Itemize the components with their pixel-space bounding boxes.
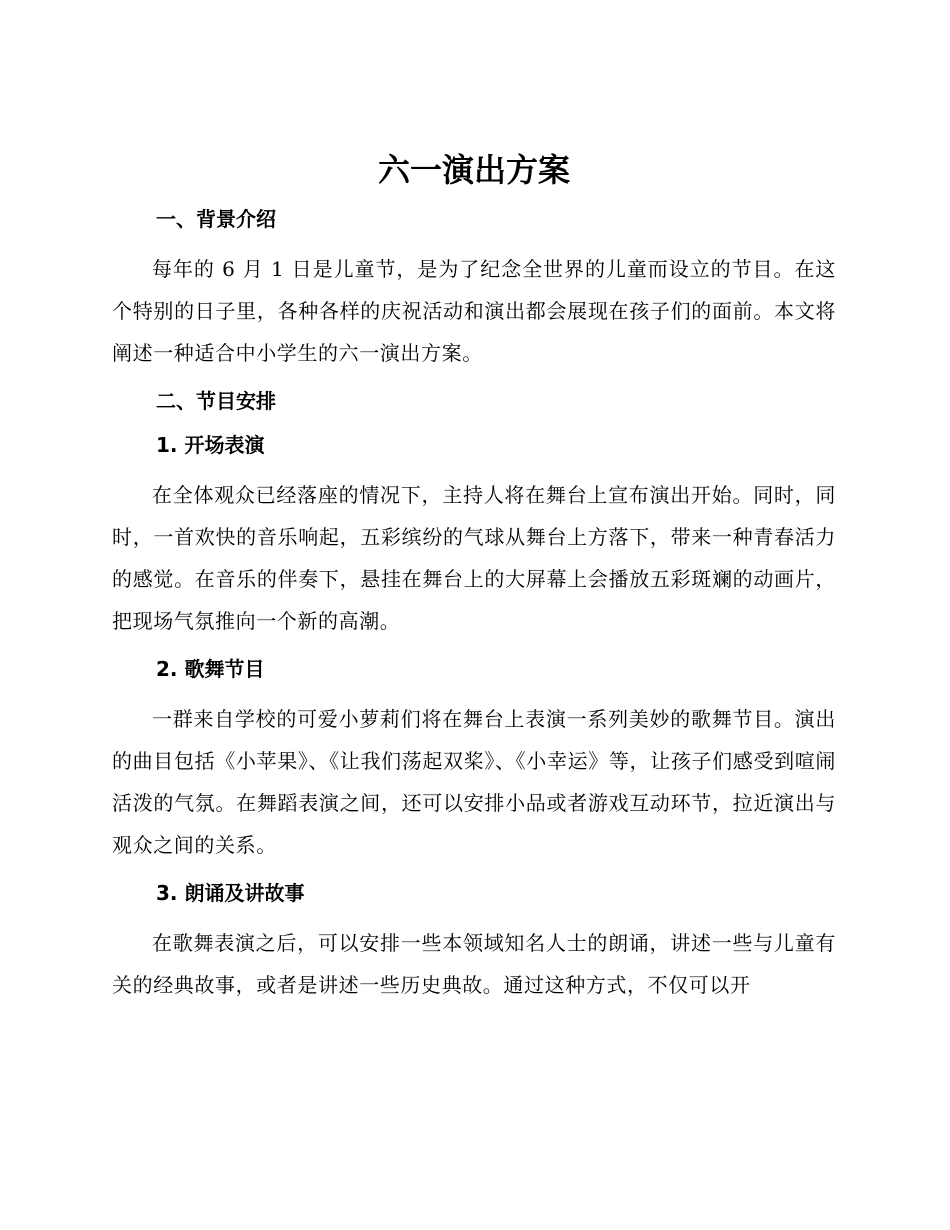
section-heading-program: 二、节目安排: [156, 389, 276, 413]
paragraph-recitation: 在歌舞表演之后，可以安排一些本领域知名人士的朗诵，讲述一些与儿童有关的经典故事，或者是讲述一些历史典故。通过这种方式，不仅可以开: [112, 931, 836, 997]
subsection-heading-song-dance: 2. 歌舞节目: [156, 657, 265, 681]
section-heading-background: 一、背景介绍: [156, 207, 276, 231]
document-title: 六一演出方案: [377, 151, 570, 189]
subsection-heading-recitation: 3. 朗诵及讲故事: [156, 881, 305, 905]
document-page: [112, 148, 836, 1016]
paragraph-opening: 在全体观众已经落座的情况下，主持人将在舞台上宣布演出开始。同时，同时，一首欢快的音乐响起，五彩缤纷的气球从舞台上方落下，带来一种青春活力的感觉。在音乐的伴奏下，悬挂在舞台上的大屏幕上会播放五彩斑斓的动画片，把现场气氛推向一个新的高潮。: [112, 483, 836, 633]
paragraph-background: 每年的 6 月 1 日是儿童节，是为了纪念全世界的儿童而设立的节目。在这个特别的日子里，各种各样的庆祝活动和演出都会展现在孩子们的面前。本文将阐述一种适合中小学生的六一演出方案。: [112, 257, 836, 365]
subsection-heading-opening: 1. 开场表演: [156, 433, 265, 457]
paragraph-song-dance: 一群来自学校的可爱小萝莉们将在舞台上表演一系列美妙的歌舞节目。演出的曲目包括《小苹果》、《让我们荡起双桨》、《小幸运》等，让孩子们感受到喧闹活泼的气氛。在舞蹈表演之间，还可以安排小品或者游戏互动环节，拉近演出与观众之间的关系。: [112, 707, 836, 857]
